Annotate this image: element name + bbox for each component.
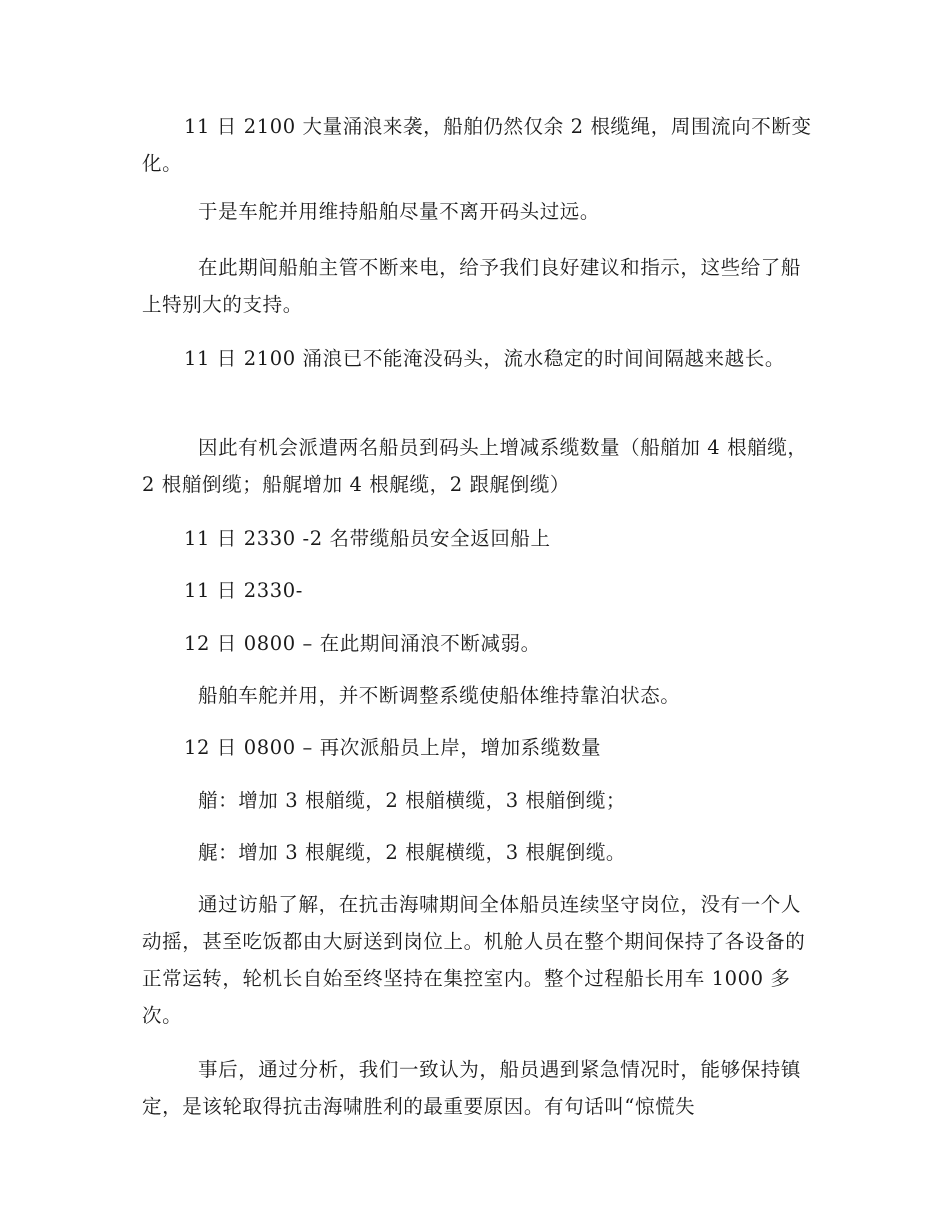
- paragraph-3: 在此期间船舶主管不断来电，给予我们良好建议和指示，这些给了船上特别大的支持。: [142, 256, 802, 316]
- paragraph-12: 艉：增加 3 根艉缆，2 根艉横缆，3 根艉倒缆。: [198, 841, 627, 864]
- paragraph-13: 通过访船了解，在抗击海啸期间全体船员连续坚守岗位，没有一个人动摇，甚至吃饭都由大厨送到岗位上。机舱人员在整个期间保持了各设备的正常运转，轮机长自始至终坚持在集控室内。整个过程船长用车 1000 多次。: [142, 893, 806, 1027]
- paragraph-6: 11 日 2330 -2 名带缆船员安全返回船上: [184, 527, 551, 550]
- paragraph-5: 因此有机会派遣两名船员到码头上增减系缆数量（船艏加 4 根艏缆，2 根艏倒缆；船艉增加 4 根艉缆，2 跟艉倒缆）: [142, 436, 808, 496]
- paragraph-14: 事后，通过分析，我们一致认为，船员遇到紧急情况时，能够保持镇定，是该轮取得抗击海啸胜利的最重要原因。有句话叫“惊慌失: [142, 1058, 802, 1118]
- paragraph-4: 11 日 2100 涌浪已不能淹没码头，流水稳定的时间间隔越来越长。: [184, 347, 785, 370]
- paragraph-10: 12 日 0800 – 再次派船员上岸，增加系缆数量: [184, 736, 602, 759]
- paragraph-1: 11 日 2100 大量涌浪来袭，船舶仍然仅余 2 根缆绳，周围流向不断变化。: [142, 115, 812, 175]
- paragraph-9: 船舶车舵并用，并不断调整系缆使船体维持靠泊状态。: [198, 684, 681, 707]
- paragraph-7: 11 日 2330-: [184, 579, 303, 602]
- paragraph-11: 艏：增加 3 根艏缆，2 根艏横缆，3 根艏倒缆；: [198, 789, 627, 812]
- paragraph-8: 12 日 0800 – 在此期间涌浪不断减弱。: [184, 632, 541, 655]
- paragraph-2: 于是车舵并用维持船舶尽量不离开码头过远。: [198, 200, 601, 223]
